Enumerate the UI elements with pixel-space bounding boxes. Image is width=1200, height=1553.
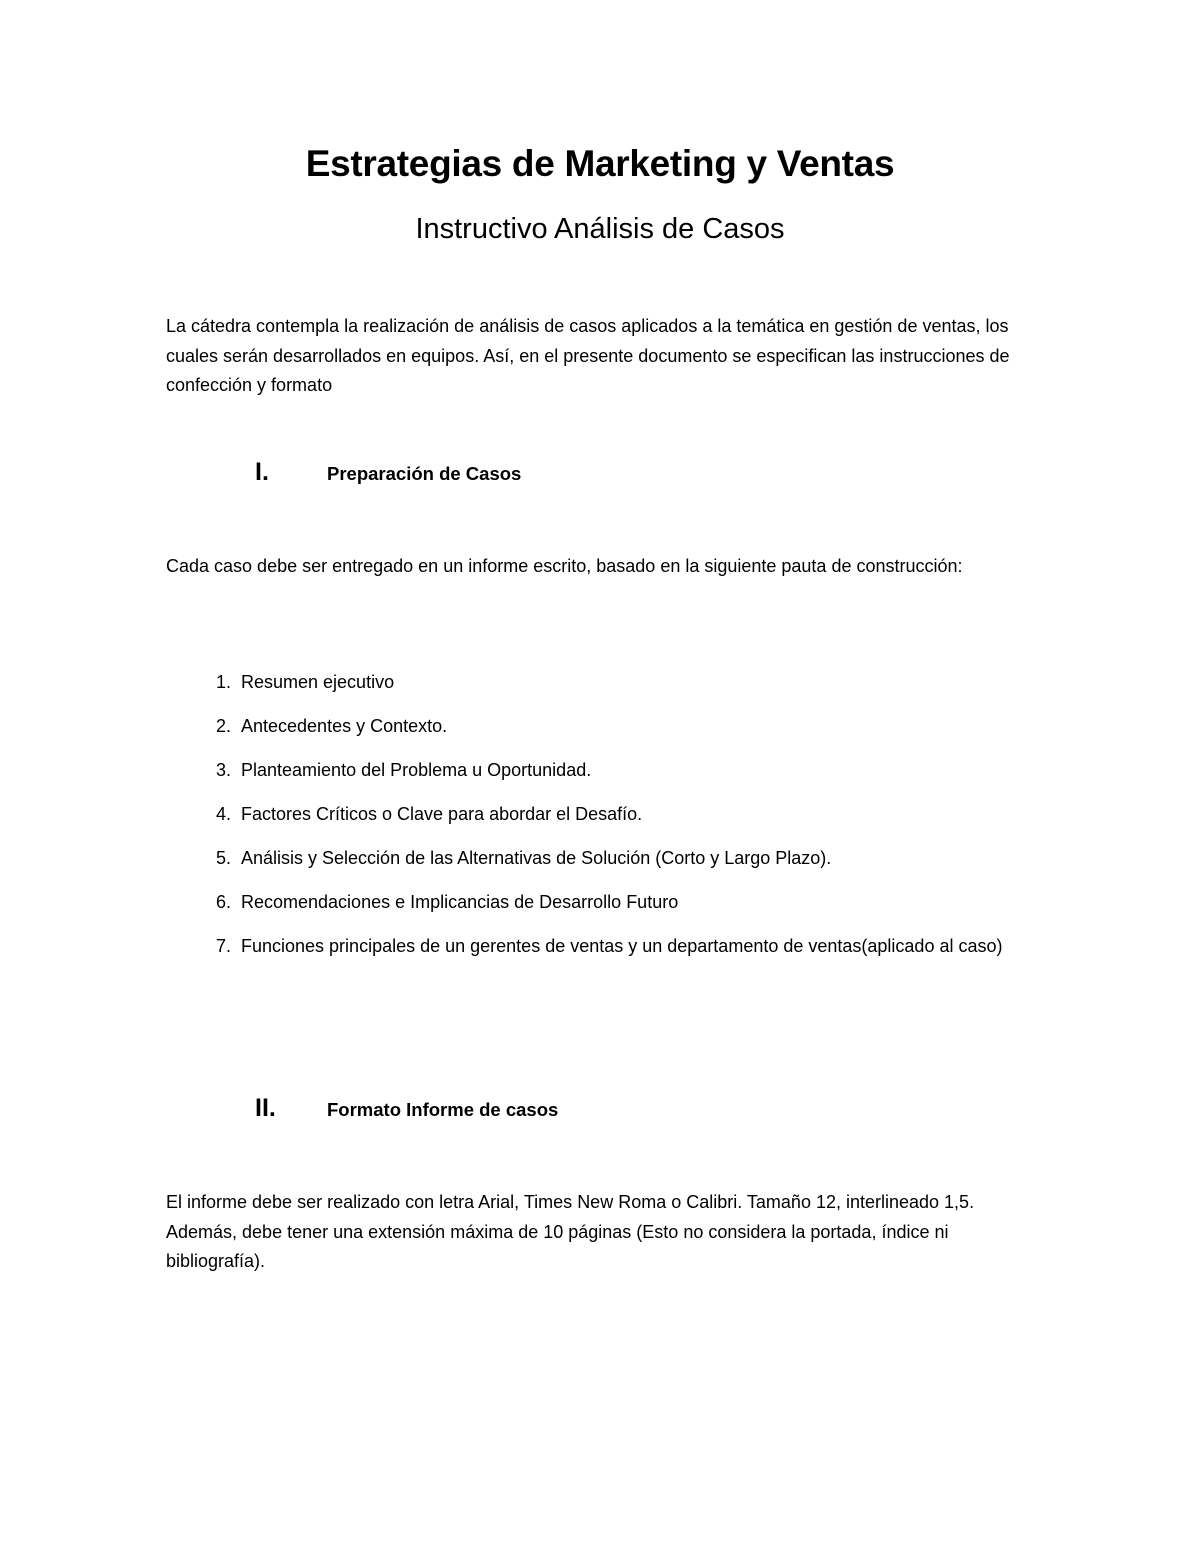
- construction-guideline-list: [216, 668, 1036, 976]
- list-item: [216, 712, 1036, 742]
- section-2-title: Formato Informe de casos: [327, 1099, 559, 1120]
- list-item-text: Planteamiento del Problema u Oportunidad.: [241, 760, 592, 780]
- list-item-number: 6.: [216, 892, 232, 912]
- list-item-number: 1.: [216, 672, 232, 692]
- section-2-number: II.: [255, 1094, 276, 1122]
- list-item-number: 5.: [216, 848, 232, 868]
- section-2-paragraph: El informe debe ser realizado con letra Arial, Times New Roma o Calibri. Tamaño 12, interlineado 1,5. Además, debe tener una extensión máxima de 10 páginas (Esto no considera la portada, índice ni bibliografía).: [166, 1192, 975, 1271]
- list-item-text: Antecedentes y Contexto.: [241, 716, 448, 736]
- list-item-text: Funciones principales de un gerentes de ventas y un departamento de ventas(aplicado al caso): [241, 936, 1003, 956]
- list-item-number: 2.: [216, 716, 232, 736]
- intro-paragraph: La cátedra contempla la realización de análisis de casos aplicados a la temática en gestión de ventas, los cuales serán desarrollados en equipos. Así, en el presente documento se especifican las instrucciones de confección y formato: [166, 316, 1010, 395]
- list-item-number: 7.: [216, 936, 232, 956]
- list-item: [216, 800, 1036, 830]
- section-2-heading: [255, 1094, 558, 1130]
- document-subtitle: Instructivo Análisis de Casos: [415, 213, 785, 245]
- list-item-text: Recomendaciones e Implicancias de Desarrollo Futuro: [241, 892, 679, 912]
- list-item-text: Factores Críticos o Clave para abordar el Desafío.: [241, 804, 643, 824]
- list-item-text: Análisis y Selección de las Alternativas de Solución (Corto y Largo Plazo).: [241, 848, 832, 868]
- list-item: [216, 756, 1036, 786]
- list-item-number: 3.: [216, 760, 232, 780]
- document-title: Estrategias de Marketing y Ventas: [305, 143, 895, 184]
- list-item: [216, 932, 1036, 962]
- list-item-text: Resumen ejecutivo: [241, 672, 395, 692]
- list-item: [216, 888, 1036, 918]
- section-1-title: Preparación de Casos: [327, 463, 522, 484]
- section-1-heading: [255, 458, 521, 494]
- section-1-paragraph: Cada caso debe ser entregado en un informe escrito, basado en la siguiente pauta de construcción:: [166, 556, 963, 576]
- list-item: [216, 844, 1036, 874]
- list-item: [216, 668, 1036, 698]
- list-item-number: 4.: [216, 804, 232, 824]
- section-1-number: I.: [255, 458, 269, 486]
